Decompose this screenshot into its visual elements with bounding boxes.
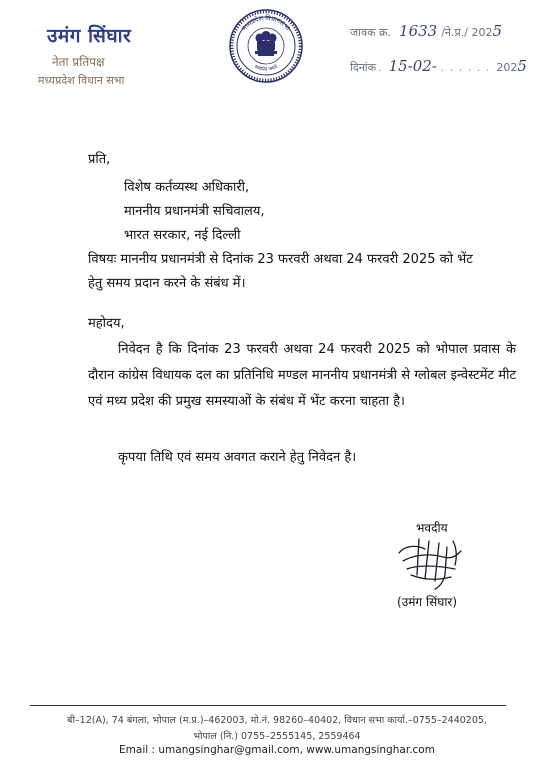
reference-date-year: 5 xyxy=(517,57,527,75)
addressee-line: भारत सरकार, नई दिल्ली xyxy=(124,228,241,243)
emblem-motto: सत्यमेव जयते xyxy=(253,63,279,73)
emblem-text: मध्यप्रदेश विधानसभा xyxy=(240,13,292,33)
reference-number-suffix: /ने.प्र./ 202 xyxy=(441,26,493,39)
reference-date-label: दिनांक xyxy=(350,61,377,74)
body-paragraph-text: निवेदन है कि दिनांक 23 फरवरी अथवा 24 फरवरी 2025 को भोपाल प्रवास के दौरान कांग्रेस विधायक दल का प्रतिनिधि मण्डल माननीय प्रधानमंत्री से ग्लोबल इन्वेस्टमेंट मीट एवं मध्य प्रदेश की प्रमुख समस्याओं के संबंध में भेंट करना चाहता है। xyxy=(88,342,516,409)
sender-name: उमंग सिंघार xyxy=(47,25,132,47)
subject-line: हेतु समय प्रदान करने के संबंध में। xyxy=(88,276,246,291)
reference-number xyxy=(350,22,502,40)
addressee-line: विशेष कर्तव्यस्थ अधिकारी, xyxy=(124,180,250,195)
subject xyxy=(88,248,518,296)
reference-date: दिनांक . 15-02- . . . . . . 202 5 xyxy=(350,57,527,75)
sender-organization: मध्यप्रदेश विधान सभा xyxy=(38,74,125,87)
reference-date-suffix: 202 xyxy=(496,61,518,74)
footer-phone: भोपाल (नि.) 0755–2555145, 2559464 xyxy=(193,731,361,742)
assembly-emblem-icon xyxy=(228,8,304,84)
salutation: प्रति, xyxy=(88,152,111,167)
subject-line: विषयः माननीय प्रधानमंत्री से दिनांक 23 फरवरी अथवा 24 फरवरी 2025 को भेंट xyxy=(88,252,473,267)
footer-address: बी–12(A), 74 बंगला, भोपाल (म.प्र.)–462003, मो.नं. 98260–40402, विधान सभा कार्या.–0755–2440205, xyxy=(67,715,487,726)
request-paragraph: कृपया तिथि एवं समय अवगत कराने हेतु निवेदन है। xyxy=(118,450,357,465)
greeting: महोदय, xyxy=(88,316,125,331)
footer-divider xyxy=(30,705,506,706)
sender-title: नेता प्रतिपक्ष xyxy=(52,55,105,69)
reference-number-label: जावक क्र. xyxy=(350,26,392,39)
closing: भवदीय xyxy=(416,521,448,535)
addressee-line: माननीय प्रधानमंत्री सचिवालय, xyxy=(124,204,265,219)
signature-icon xyxy=(395,535,467,595)
reference-date-value: 15-02- xyxy=(388,57,437,75)
footer-contact: Email : umangsinghar@gmail.com, www.umangsinghar.com xyxy=(119,744,435,756)
body-paragraph xyxy=(88,337,516,415)
addressee-block xyxy=(124,176,265,248)
reference-number-value: 1633 xyxy=(399,22,438,40)
reference-number-year: 5 xyxy=(492,22,503,40)
signer-name: (उमंग सिंघार) xyxy=(397,595,458,609)
